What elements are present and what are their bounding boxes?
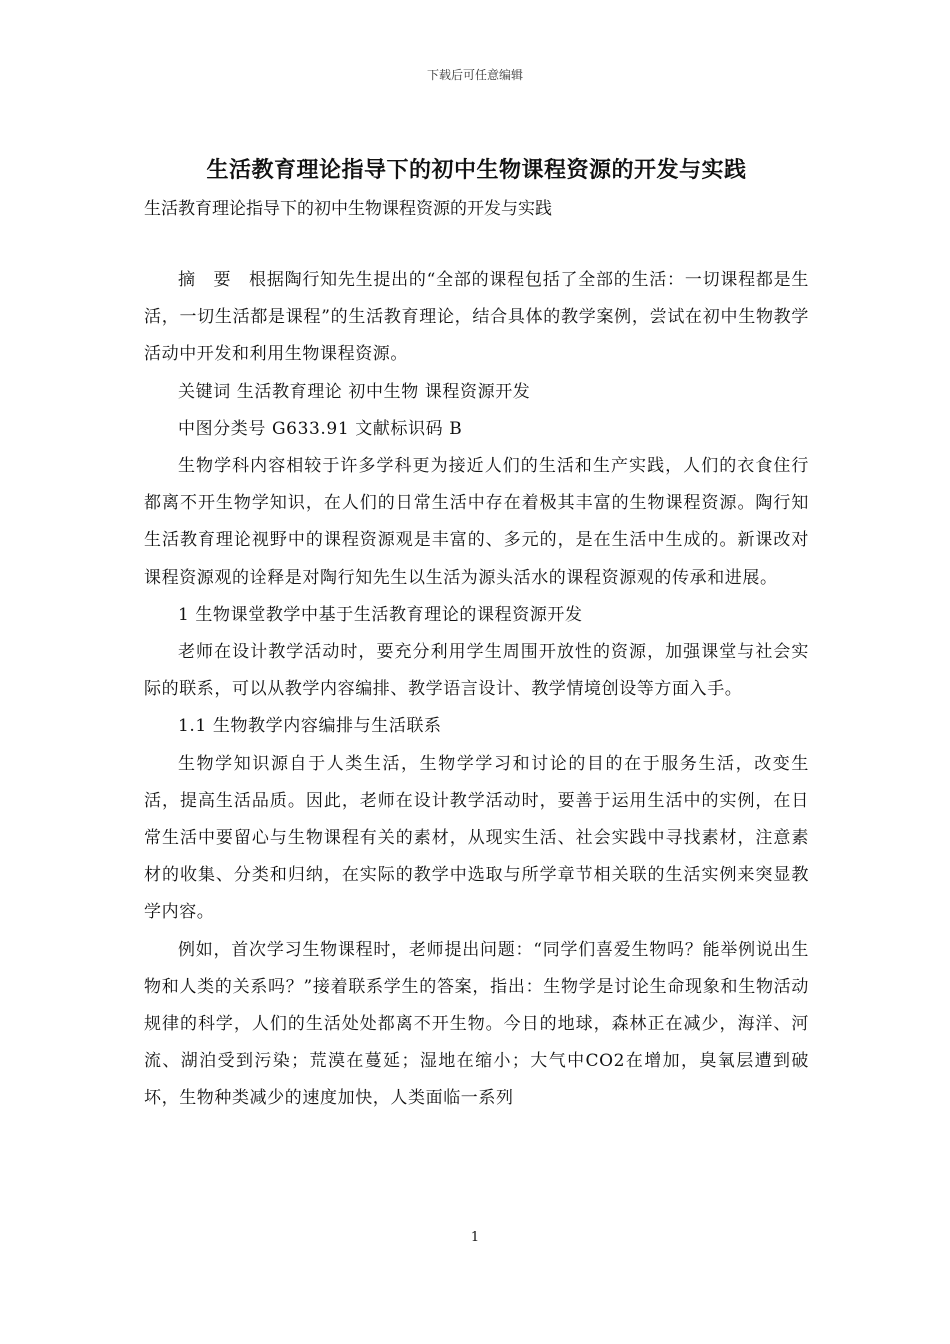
body-paragraph: 老师在设计教学活动时，要充分利用学生周围开放性的资源，加强课堂与社会实际的联系，可以从教学内容编排、教学语言设计、教学情境创设等方面入手。: [144, 642, 809, 700]
section-heading-1-1: 1.1 生物教学内容编排与生活联系: [178, 716, 442, 737]
section-heading-1: 1 生物课堂教学中基于生活教育理论的课程资源开发: [178, 604, 583, 625]
body-paragraph: 例如，首次学习生物课程时，老师提出问题：“同学们喜爱生物吗？能举例说出生物和人类的关系吗？”接着联系学生的答案，指出：生物学是讨论生命现象和生物活动规律的科学，人们的生活处处都离不开生物。今日的地球，森林正在减少，海洋、河流、湖泊受到污染；荒漠在蔓延；湿地在缩小；大气中CO2在增加，臭氧层遭到破坏，生物种类减少的速度加快，人类面临一系列: [144, 939, 809, 1109]
document-subtitle: 生活教育理论指导下的初中生物课程资源的开发与实践: [144, 199, 552, 219]
document-body: [144, 150, 809, 1118]
page-number: 1: [470, 1230, 480, 1245]
header-note: 下载后可任意编辑: [426, 68, 523, 82]
body-paragraph: 生物学科内容相较于许多学科更为接近人们的生活和生产实践，人们的衣食住行都离不开生物学知识，在人们的日常生活中存在着极其丰富的生物课程资源。陶行知生活教育理论视野中的课程资源观是丰富的、多元的，是在生活中生成的。新课改对课程资源观的诠释是对陶行知先生以生活为源头活水的课程资源观的传承和进展。: [144, 456, 809, 588]
abstract-paragraph: 摘 要 根据陶行知先生提出的“全部的课程包括了全部的生活：一切课程都是生活，一切生活都是课程”的生活教育理论，结合具体的教学案例，尝试在初中生物教学活动中开发和利用生物课程资源。: [144, 270, 809, 365]
body-paragraph: 生物学知识源自于人类生活，生物学学习和讨论的目的在于服务生活，改变生活，提高生活品质。因此，老师在设计教学活动时，要善于运用生活中的实例，在日常生活中要留心与生物课程有关的素材，从现实生活、社会实践中寻找素材，注意素材的收集、分类和归纳，在实际的教学中选取与所学章节相关联的生活实例来突显教学内容。: [144, 753, 809, 923]
keywords-line: 关键词 生活教育理论 初中生物 课程资源开发: [178, 381, 531, 402]
paragraph-list: [144, 262, 809, 1118]
document-title: 生活教育理论指导下的初中生物课程资源的开发与实践: [206, 157, 747, 183]
classification-line: 中图分类号 G633.91 文献标识码 B: [178, 418, 463, 439]
